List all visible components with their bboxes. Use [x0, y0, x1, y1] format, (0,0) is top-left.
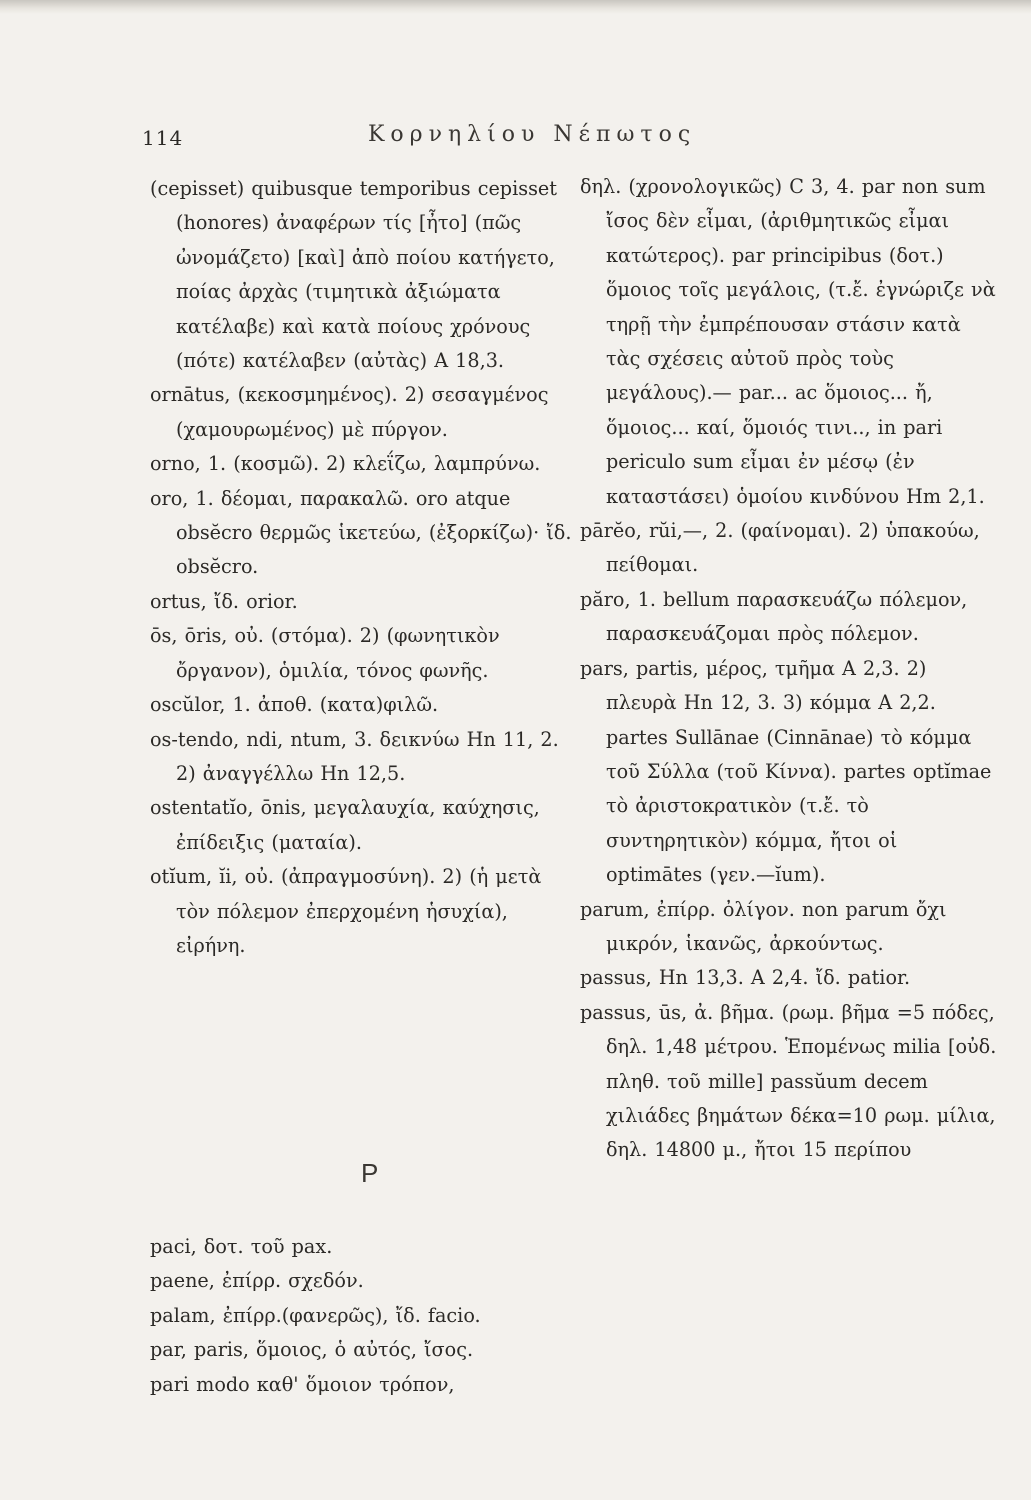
- dictionary-entry: paci, δοτ. τοῦ pax.: [150, 1235, 333, 1258]
- dictionary-entry: ornātus, (κεκοσμημένος). 2) σεσαγμένος (χαμουρωμένος) μὲ πύργον.: [150, 383, 549, 441]
- page-number: 114: [142, 126, 184, 150]
- left-column-p-section: [150, 1230, 582, 1402]
- dictionary-entry: palam, ἐπίρρ.(φανερῶς), ἴδ. facio.: [150, 1303, 481, 1327]
- dictionary-entry: par, paris, ὅμοιος, ὁ αὐτός, ἴσος.: [150, 1338, 474, 1362]
- dictionary-entry: oro, 1. δέομαι, παρακαλῶ. oro atque obsĕcro θερμῶς ἱκετεύω, (ἐξορκίζω)· ἴδ. obsĕcro.: [150, 486, 572, 579]
- dictionary-entry: ortus, ἴδ. orior.: [150, 589, 298, 613]
- dictionary-entry: otĭum, ĭi, οὐ. (ἀπραγμοσύνη). 2) (ἡ μετὰ τὸν πόλεμον ἐπερχομένη ἡσυχία), εἰρήνη.: [150, 865, 542, 957]
- section-letter: P: [361, 1158, 379, 1188]
- dictionary-entry: pari modo καθ' ὅμοιον τρόπον,: [150, 1372, 455, 1396]
- dictionary-entry: δηλ. (χρονολογικῶς) C 3, 4. par non sum ἴσος δὲν εἶμαι, (ἀριθμητικῶς εἶμαι κατώτερος). par principibus (δοτ.) ὅμοιος τοῖς μεγάλοις, (τ.ἔ. ἐγνώριζε νὰ τηρῇ τὴν ἐμπρέπουσαν στάσιν κατὰ τὰς σχέσεις αὐτοῦ πρὸς τοὺς μεγάλους).— par... ac ὅμοιος... ἤ, ὅμοιος... καί, ὅμοιός τινι.., in pari periculo sum εἶμαι ἐν μέσῳ (ἐν καταστάσει) ὁμοίου κινδύνου Hm 2,1.: [580, 175, 996, 508]
- dictionary-entry: păro, 1. bellum παρασκευάζω πόλεμον, παρασκευάζομαι πρὸς πόλεμον.: [580, 587, 968, 646]
- dictionary-entry: passus, ūs, ἀ. βῆμα. (ρωμ. βῆμα =5 πόδες, δηλ. 1,48 μέτρου. Ἑπομένως milia [οὐδ. πληθ. τοῦ mille] passŭum decem χιλιάδες βημάτων δέκα=10 ρωμ. μίλια, δηλ. 14800 μ., ἤτοι 15 περίπου: [580, 1000, 997, 1162]
- dictionary-entry: passus, Hn 13,3. A 2,4. ἴδ. patior.: [580, 966, 911, 990]
- running-title: Κορνηλίου Νέπωτος: [368, 122, 697, 147]
- dictionary-entry: paene, ἐπίρρ. σχεδόν.: [150, 1269, 364, 1293]
- dictionary-entry: ostentatĭo, ōnis, μεγαλαυχία, καύχησις, ἐπίδειξις (ματαία).: [150, 796, 540, 854]
- dictionary-entry: parum, ἐπίρρ. ὀλίγον. non parum ὄχι μικρόν, ἱκανῶς, ἀρκούντως.: [580, 897, 947, 955]
- dictionary-entry: ōs, ōris, οὐ. (στόμα). 2) (φωνητικὸν ὄργανον), ὁμιλία, τόνος φωνῆς.: [150, 624, 500, 682]
- dictionary-entry: oscŭlor, 1. ἀποθ. (κατα)φιλῶ.: [150, 693, 439, 717]
- dictionary-entry: os-tendo, ndi, ntum, 3. δεικνύω Hn 11, 2. 2) ἀναγγέλλω Hn 12,5.: [150, 727, 559, 785]
- dictionary-entry: pārĕo, rŭi,—, 2. (φαίνομαι). 2) ὑπακούω, πείθομαι.: [580, 519, 980, 577]
- left-column: [150, 172, 582, 963]
- page-top-edge: [0, 0, 1031, 14]
- right-column: [580, 170, 1000, 1168]
- dictionary-entry: (cepisset) quibusque temporibus cepisset (honores) ἀναφέρων τίς [ἦτο] (πῶς ὠνομάζετο) [καὶ] ἀπὸ ποίου κατήγετο, ποίας ἀρχὰς (τιμητικὰ ἀξιώματα κατέλαβε) καὶ κατὰ ποίους χρόνους (πότε) κατέλαβεν (αὐτὰς) A 18,3.: [150, 177, 557, 373]
- dictionary-entry: orno, 1. (κοσμῶ). 2) κλεΐζω, λαμπρύνω.: [150, 452, 541, 476]
- dictionary-entry: pars, partis, μέρος, τμῆμα A 2,3. 2) πλευρὰ Hn 12, 3. 3) κόμμα A 2,2. partes Sullānae (Cinnānae) τὸ κόμμα τοῦ Σύλλα (τοῦ Κίννα). partes optĭmae τὸ ἀριστοκρατικὸν (τ.ἔ. τὸ συντηρητικὸν) κόμμα, ἤτοι οἱ optimātes (γεν.—ĭum).: [580, 656, 992, 887]
